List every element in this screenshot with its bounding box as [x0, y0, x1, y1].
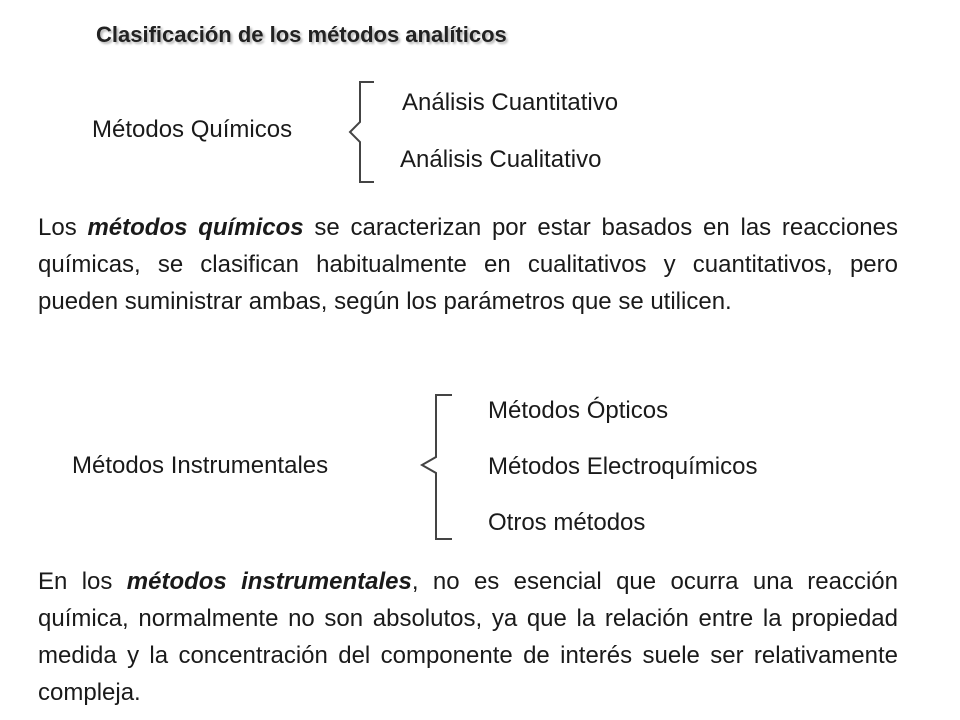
quimicos-item-cualitativo: Análisis Cualitativo [400, 146, 602, 173]
quimicos-description-pre: Los [38, 214, 88, 241]
quimicos-item-cuantitativo: Análisis Cuantitativo [402, 89, 619, 116]
quimicos-description-emphasis: métodos químicos [87, 214, 304, 241]
instrumentales-description-pre: En los [38, 568, 127, 595]
instrumentales-description-post: , no es esencial que ocurra una reacción química, normalmente no son absolutos, ya que la relación entre la propiedad medida y la concentración del componente de interés suele ser relativamente compleja. [38, 568, 898, 706]
quimicos-heading: Métodos Químicos [92, 116, 293, 143]
slide-title: Clasificación de los métodos analíticos [96, 22, 507, 47]
instrumentales-item-electroquimicos: Métodos Electroquímicos [488, 453, 758, 480]
instrumentales-item-otros: Otros métodos [488, 509, 646, 536]
quimicos-description [38, 209, 898, 320]
quimicos-bracket [348, 80, 378, 184]
instrumentales-bracket [420, 393, 454, 543]
instrumentales-description [38, 563, 898, 711]
instrumentales-heading: Métodos Instrumentales [72, 452, 329, 479]
instrumentales-description-emphasis: métodos instrumentales [126, 568, 412, 595]
quimicos-description-post: se caracterizan por estar basados en las reacciones químicas, se clasifican habitualmente en cualitativos y cuantitativos, pero pueden suministrar ambas, según los parámetros que se utilicen. [38, 214, 898, 315]
instrumentales-item-opticos: Métodos Ópticos [488, 397, 669, 424]
